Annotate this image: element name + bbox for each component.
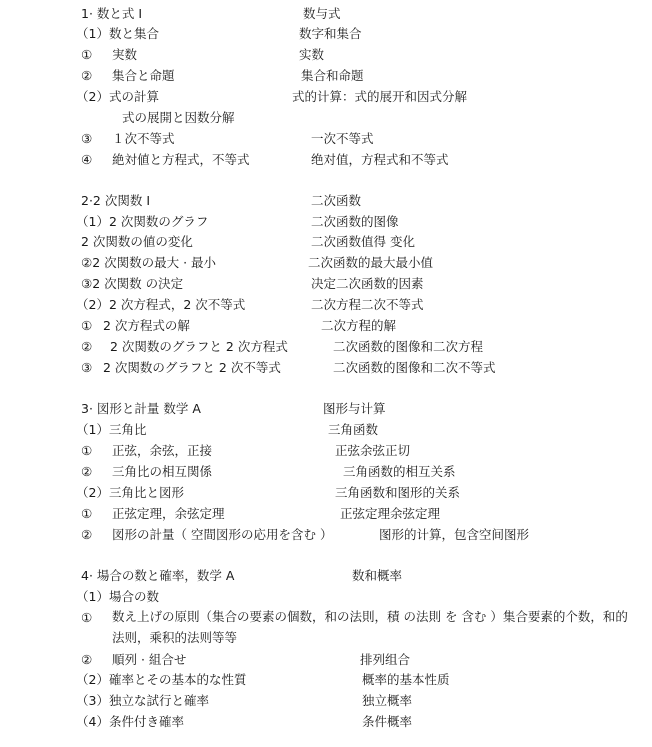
section-2-item-3-ja: 2 次関数のグラフと 2 次不等式 xyxy=(103,360,281,375)
section-1-item-4-num: ④ xyxy=(81,152,93,167)
section-1-sub-1-row xyxy=(0,24,652,44)
section-3-item-4-ja: 図形の計量（ 空間図形の応用を含む ） xyxy=(112,527,333,542)
section-2-title-ja: 2·2 次関数 Ⅰ xyxy=(81,193,151,208)
section-2-sub-2-zh: 二次方程二次不等式 xyxy=(311,297,424,312)
section-2-item-1-ja: 2 次方程式の解 xyxy=(103,318,190,333)
section-4-sub-2-row xyxy=(0,670,652,690)
section-1-item-4-row xyxy=(0,150,652,170)
section-2-sub-2-ja: （2）2 次方程式，2 次不等式 xyxy=(76,297,246,312)
section-4-sub-2-zh: 概率的基本性质 xyxy=(362,672,450,687)
section-3-item-2-ja: 三角比の相互関係 xyxy=(112,464,213,479)
section-3-item-2-num: ② xyxy=(81,464,93,479)
section-3-item-3-num: ① xyxy=(81,506,93,521)
section-1-item-2-row xyxy=(0,66,652,86)
section-4-item-1-text: 数え上げの原則（集合の要素の個数，和の法則，積 の法則 を 含む ）集合要素的个数，和的法则，乘积的法则等等 xyxy=(112,609,628,645)
section-4-sub-3-zh: 独立概率 xyxy=(362,693,413,708)
section-3-item-4-num: ② xyxy=(81,527,93,542)
section-1-sub-1-zh: 数字和集合 xyxy=(299,26,362,41)
section-1-sub-1-ja: （1）数と集合 xyxy=(76,26,159,41)
section-4-sub-3-row xyxy=(0,691,652,711)
section-4-title-zh: 数和概率 xyxy=(352,568,403,583)
section-4-sub-4-zh: 条件概率 xyxy=(362,714,413,729)
section-3-item-2-zh: 三角函数的相互关系 xyxy=(343,464,456,479)
section-2-line-4-row xyxy=(0,274,652,294)
section-3-item-3-row xyxy=(0,504,652,524)
section-3-item-3-zh: 正弦定理余弦定理 xyxy=(340,506,441,521)
section-3-item-2-row xyxy=(0,462,652,482)
section-2-item-2-row xyxy=(0,337,652,357)
section-4-sub-4-row xyxy=(0,712,652,732)
section-3-item-1-zh: 正弦余弦正切 xyxy=(335,443,411,458)
section-2-line-2-zh: 二次函数值得 变化 xyxy=(311,234,415,249)
section-2-item-1-zh: 二次方程的解 xyxy=(321,318,397,333)
section-2-item-3-row xyxy=(0,358,652,378)
section-1-title-zh: 数与式 xyxy=(303,6,341,21)
section-3-sub-1-zh: 三角函数 xyxy=(328,422,379,437)
section-1-item-1-row xyxy=(0,45,652,65)
section-4-item-2-ja: 順列 · 組合せ xyxy=(112,652,187,667)
section-3-title-zh: 图形与计算 xyxy=(323,401,386,416)
section-3-sub-1-ja: （1）三角比 xyxy=(76,422,147,437)
section-1-sub-2-ja: （2）式の計算 xyxy=(76,89,159,104)
section-1-title-ja: 1· 数と式 Ⅰ xyxy=(81,6,143,21)
section-2-line-3-ja: ②2 次関数の最大 · 最小 xyxy=(81,255,217,270)
section-1-item-3-num: ③ xyxy=(81,131,93,146)
section-1-sub-2-row xyxy=(0,87,652,107)
section-1-sub-2-cont-row xyxy=(0,108,652,128)
section-4-sub-4-ja: （4）条件付き確率 xyxy=(76,714,184,729)
section-2-item-1-row xyxy=(0,316,652,336)
section-1-item-3-row xyxy=(0,129,652,149)
section-4-sub-1-row xyxy=(0,587,652,607)
section-2-sub-2-row xyxy=(0,295,652,315)
section-2-line-2-ja: 2 次関数の値の変化 xyxy=(81,234,193,249)
section-4-title-row xyxy=(0,566,652,586)
section-2-item-3-num: ③ xyxy=(81,360,93,375)
section-2-title-zh: 二次函数 xyxy=(311,193,362,208)
section-2-line-4-ja: ③2 次関数 の決定 xyxy=(81,276,184,291)
section-2-item-3-zh: 二次函数的图像和二次不等式 xyxy=(333,360,496,375)
section-2-item-2-ja: 2 次関数のグラフと 2 次方程式 xyxy=(110,339,288,354)
section-1-item-1-ja: 実数 xyxy=(112,47,138,62)
section-2-line-3-row xyxy=(0,253,652,273)
section-3-sub-2-row xyxy=(0,483,652,503)
section-3-title-row xyxy=(0,399,652,419)
section-3-item-4-zh: 图形的计算，包含空间图形 xyxy=(379,527,530,542)
section-1-item-1-num: ① xyxy=(81,47,93,62)
section-1-item-4-zh: 绝对值，方程式和不等式 xyxy=(311,152,449,167)
section-2-line-3-zh: 二次函数的最大最小值 xyxy=(308,255,434,270)
section-2-title-row xyxy=(0,191,652,211)
section-3-item-3-ja: 正弦定理，余弦定理 xyxy=(112,506,225,521)
section-3-sub-1-row xyxy=(0,420,652,440)
section-3-item-4-row xyxy=(0,525,652,545)
section-1-item-2-zh: 集合和命题 xyxy=(301,68,364,83)
section-2-sub-1-ja: （1）2 次関数のグラフ xyxy=(76,214,209,229)
section-4-item-2-num: ② xyxy=(81,652,93,667)
section-1-item-2-num: ② xyxy=(81,68,93,83)
section-3-item-1-row xyxy=(0,441,652,461)
section-1-item-2-ja: 集合と命題 xyxy=(112,68,175,83)
section-4-item-2-row xyxy=(0,650,652,670)
section-2-sub-1-row xyxy=(0,212,652,232)
section-1-item-3-zh: 一次不等式 xyxy=(311,131,374,146)
section-3-item-1-ja: 正弦，余弦，正接 xyxy=(112,443,213,458)
section-2-line-4-zh: 决定二次函数的因素 xyxy=(311,276,424,291)
section-1-item-4-ja: 絶対値と方程式，不等式 xyxy=(112,152,250,167)
section-3-sub-2-zh: 三角函数和图形的关系 xyxy=(335,485,461,500)
section-4-sub-2-ja: （2）確率とその基本的な性質 xyxy=(76,672,247,687)
section-2-item-2-zh: 二次函数的图像和二次方程 xyxy=(333,339,484,354)
section-2-sub-1-zh: 二次函数的图像 xyxy=(311,214,399,229)
section-1-sub-2-zh: 式的计算：式的展开和因式分解 xyxy=(292,89,468,104)
section-2-line-2-row xyxy=(0,232,652,252)
section-4-item-2-zh: 排列组合 xyxy=(360,652,411,667)
section-1-item-3-ja: １次不等式 xyxy=(112,131,175,146)
section-1-sub-2-cont: 式の展開と因数分解 xyxy=(122,110,235,125)
section-4-sub-3-ja: （3）独立な試行と確率 xyxy=(76,693,209,708)
section-3-item-1-num: ① xyxy=(81,443,93,458)
section-3-title-ja: 3· 図形と計量 数学 A xyxy=(81,401,201,416)
section-1-item-1-zh: 实数 xyxy=(299,47,325,62)
section-2-item-1-num: ① xyxy=(81,318,93,333)
section-1-title-row xyxy=(0,4,652,24)
section-2-item-2-num: ② xyxy=(81,339,93,354)
section-4-title-ja: 4· 場合の数と確率，数学 A xyxy=(81,568,235,583)
section-4-sub-1-ja: （1）場合の数 xyxy=(76,589,159,604)
section-4-item-1-num: ① xyxy=(81,610,93,625)
section-3-sub-2-ja: （2）三角比と図形 xyxy=(76,485,184,500)
